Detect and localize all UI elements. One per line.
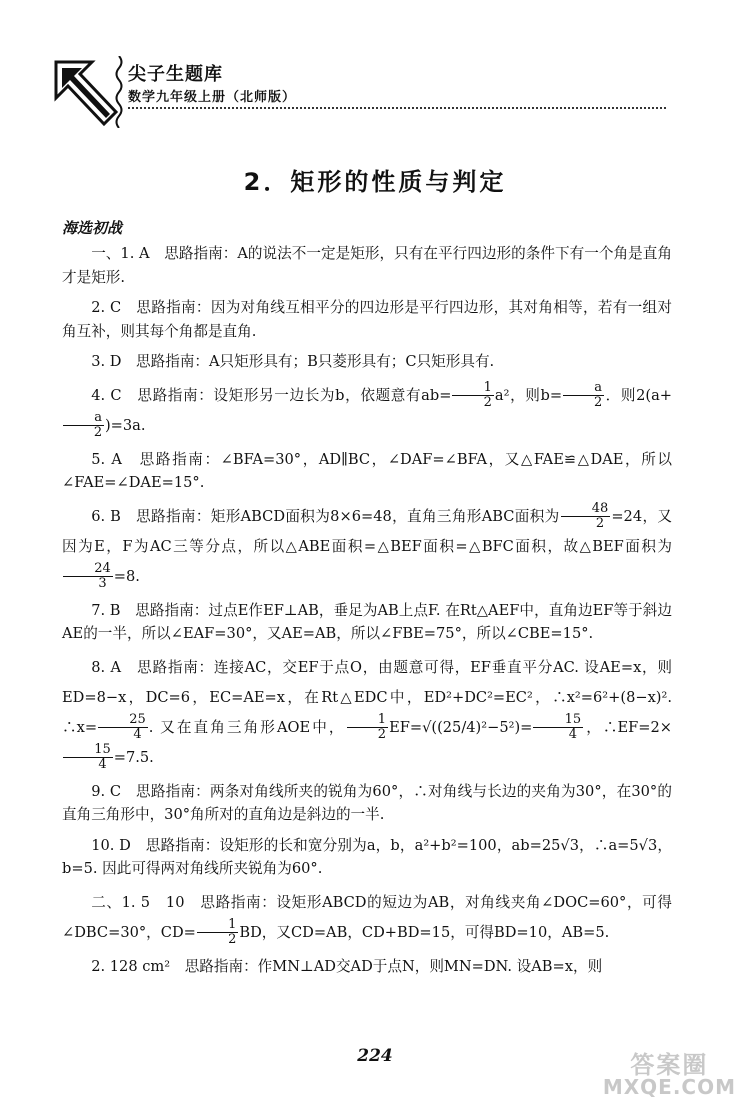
header-dotted-rule <box>128 107 666 109</box>
answer-text: . 又在直角三角形AOE中， <box>148 718 346 736</box>
page-number: 224 <box>357 1046 393 1066</box>
answer-text: 5. A 思路指南：∠BFA=30°，AD∥BC，∠DAF=∠BFA，又△FAE≌△DAE，所以∠FAE=∠DAE=15°. <box>62 450 672 491</box>
book-title: 尖子生题库 <box>128 64 223 85</box>
answer-text: 二、1. 5 10 思路指南：设矩形ABCD的短边为AB，对角线夹角∠DOC=60°，可得∠DBC=30°，CD= <box>62 893 672 941</box>
header-divider-wave <box>113 56 125 128</box>
answer-item <box>62 955 672 979</box>
fraction: $\frac{1}{2}$ <box>347 713 388 742</box>
answer-text: ，∴EF=2× <box>584 718 673 736</box>
answer-item <box>62 888 672 948</box>
arrow-logo-icon <box>52 58 122 130</box>
answer-text: =24，又因为E，F为AC三等分点，所以△ABE面积=△BEF面积=△BFC面积，故△BEF面积为 <box>62 507 672 555</box>
answer-item <box>62 780 672 827</box>
answer-text: 7. B 思路指南：过点E作EF⊥AB，垂足为AB上点F. 在Rt△AEF中，直角边EF等于斜边AE的一半，所以∠EAF=30°，又AE=AB，所以∠FBE=75°，所以∠CBE=15°. <box>62 601 672 642</box>
answer-item <box>62 242 672 289</box>
answer-text: =7.5. <box>113 748 154 766</box>
answer-text: BD，又CD=AB，CD+BD=15，可得BD=10，AB=5. <box>239 923 610 941</box>
answer-item <box>62 834 672 881</box>
answer-item <box>62 296 672 343</box>
answer-text: a²，则b= <box>494 386 563 404</box>
answer-text: 一、1. A 思路指南：A的说法不一定是矩形，只有在平行四边形的条件下有一个角是直角才是矩形. <box>62 245 672 286</box>
answer-text: )=3a. <box>104 416 146 434</box>
answer-text: 6. B 思路指南：矩形ABCD面积为8×6=48，直角三角形ABC面积为 <box>91 507 560 525</box>
answer-item <box>62 381 672 441</box>
section-heading: 海选初战 <box>62 219 123 237</box>
watermark-logo: 答案圈 MXQE.COM <box>602 1051 736 1099</box>
answer-text: ．则2(a+ <box>605 386 673 404</box>
fraction: $\frac{a}{2}$ <box>63 411 104 440</box>
answer-text: 9. C 思路指南：两条对角线所夹的锐角为60°，∴对角线与长边的夹角为30°，在30°的直角三角形中，30°角所对的直角边是斜边的一半. <box>62 782 672 823</box>
answer-text: 8. A 思路指南：连接AC，交EF于点O，由题意可得，EF垂直平分AC. 设AE=x，则ED=8−x，DC=6，EC=AE=x，在Rt△EDC中，ED²+DC²=EC²，∴x²=6²+(8−x)². ∴x= <box>62 658 672 736</box>
answer-item <box>62 350 672 374</box>
fraction: $\frac{1}{2}$ <box>197 918 238 947</box>
fraction: $\frac{25}{4}$ <box>98 713 148 742</box>
book-subtitle: 数学九年级上册（北师版） <box>128 90 297 105</box>
answer-text: EF=√((25/4)²−5²)= <box>389 718 533 736</box>
answer-body <box>62 242 672 985</box>
answer-text: 2. 128 cm² 思路指南：作MN⊥AD交AD于点N，则MN=DN. 设AB=x，则 <box>91 957 603 975</box>
fraction: $\frac{1}{2}$ <box>452 381 493 410</box>
page-title: 2．矩形的性质与判定 <box>243 168 507 196</box>
fraction: $\frac{a}{2}$ <box>563 381 604 410</box>
answer-text: =8. <box>113 567 140 585</box>
answer-text: 10. D 思路指南：设矩形的长和宽分别为a，b，a²+b²=100，ab=25√3，∴a=5√3，b=5. 因此可得两对角线所夹锐角为60°. <box>62 836 672 877</box>
fraction: $\frac{15}{4}$ <box>533 713 583 742</box>
fraction: $\frac{48}{2}$ <box>561 502 611 531</box>
fraction: $\frac{15}{4}$ <box>63 743 113 772</box>
answer-item <box>62 653 672 773</box>
answer-text: 2. C 思路指南：因为对角线互相平分的四边形是平行四边形，其对角相等，若有一组对角互补，则其每个角都是直角. <box>62 299 672 340</box>
fraction: $\frac{24}{3}$ <box>63 562 113 591</box>
answer-text: 4. C 思路指南：设矩形另一边长为b，依题意有ab= <box>91 386 452 404</box>
answer-item <box>62 448 672 495</box>
answer-text: 3. D 思路指南：A只矩形具有；B只菱形具有；C只矩形具有. <box>91 353 495 370</box>
answer-item <box>62 502 672 592</box>
answer-item <box>62 599 672 646</box>
